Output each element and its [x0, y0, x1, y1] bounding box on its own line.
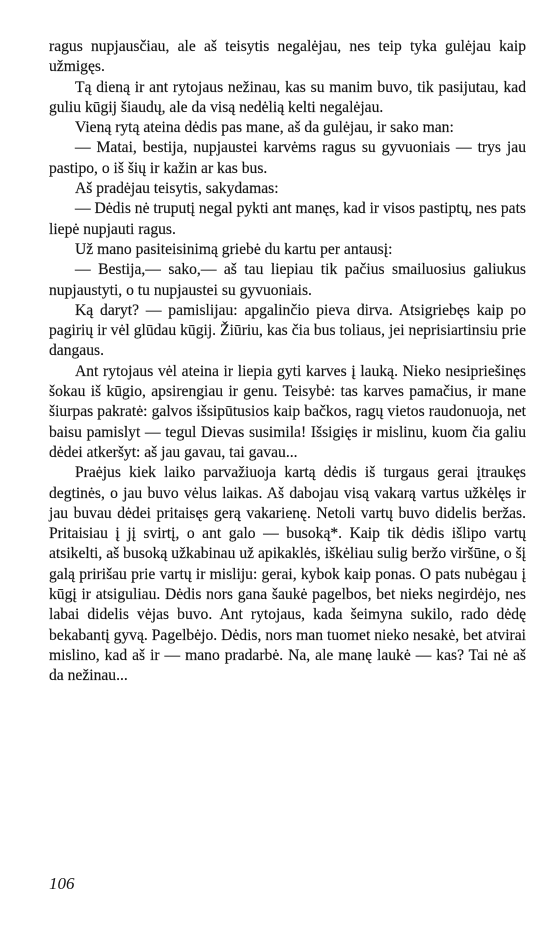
- paragraph-11: Praėjus kiek laiko parvažiuoja kartą dėdis iš turgaus gerai įtraukęs degtinės, o jau buvo vėlus laikas. Aš dabojau visą vakarą vartus užkėlęs ir jau buvau dėdei pritaisęs gerą vakarienę. Netoli vartų buvo didelis beržas. Pritaisiau į jį svirtį, o ant galo — busoką*. Kaip tik dėdis išlipo vartų atsikelti, aš busoką užkabinau už apikaklės, iškėliau sulig beržo viršūne, o šį galą pririšau prie vartų ir misliju: gerai, kybok kaip ponas. O pats nubėgau į kūgį ir atsiguliau. Dėdis nors gana šaukė pagelbos, bet nieks negirdėjo, nes labai didelis vėjas buvo. Ant rytojaus, kada šeimyna sukilo, rado dėdę bekabantį gyvą. Pagelbėjo. Dėdis, nors man tuomet nieko nesakė, bet atvirai mislino, kad aš ir — mano pradarbė. Na, ale manę laukė — kas? Tai nė aš da nežinau...: [49, 464, 526, 685]
- page-text-block: [49, 37, 526, 687]
- page-number: 106: [49, 874, 75, 893]
- paragraph-6: — Dėdis nė truputį negal pykti ant manęs, kad ir visos pastiptų, nes pats liepė nupjauti ragus.: [49, 200, 526, 238]
- paragraph-2: Tą dieną ir ant rytojaus nežinau, kas su manim buvo, tik pasijutau, kad guliu kūgij šiaudų, ale da visą nedėlią kelti negalėjau.: [49, 78, 526, 116]
- paragraph-8: — Bestija,— sako,— aš tau liepiau tik pačius smailuosius galiukus nupjaustyti, o tu nupjaustei su gyvuoniais.: [49, 261, 526, 299]
- paragraph-4: — Matai, bestija, nupjaustei karvėms ragus su gyvuoniais — trys jau pastipo, o iš šių ir kažin ar kas bus.: [49, 139, 526, 177]
- paragraph-7: Už mano pasiteisinimą griebė du kartu per antausį:: [75, 240, 393, 258]
- paragraph-3: Vieną rytą ateina dėdis pas mane, aš da gulėjau, ir sako man:: [75, 119, 454, 137]
- paragraph-1: ragus nupjausčiau, ale aš teisytis negalėjau, nes teip tyka gulėjau kaip užmigęs.: [49, 38, 526, 76]
- paragraph-9: Ką daryt? — pamislijau: apgalinčio pieva dirva. Atsigriebęs kaip po pagirių ir vėl glūdau kūgij. Žiūriu, kas čia bus toliaus, jei neprisiartinsiu prie dangaus.: [49, 301, 526, 360]
- paragraph-5: Aš pradėjau teisytis, sakydamas:: [75, 180, 279, 198]
- paragraph-10: Ant rytojaus vėl ateina ir liepia gyti karves į lauką. Nieko nesipriešinęs šokau iš kūgio, apsirengiau ir genu. Teisybė: tas karves pamačius, ir mane šiurpas pakratė: galvos išsipūtusios kaip bačkos, ragų vietos raudonuoja, net baisu pamislyt — tegul Dievas susimila! Išsigięs ir mislinu, kuom čia galiu dėdei atkeršyt: aš jau gavau, tai gavau...: [49, 362, 526, 461]
